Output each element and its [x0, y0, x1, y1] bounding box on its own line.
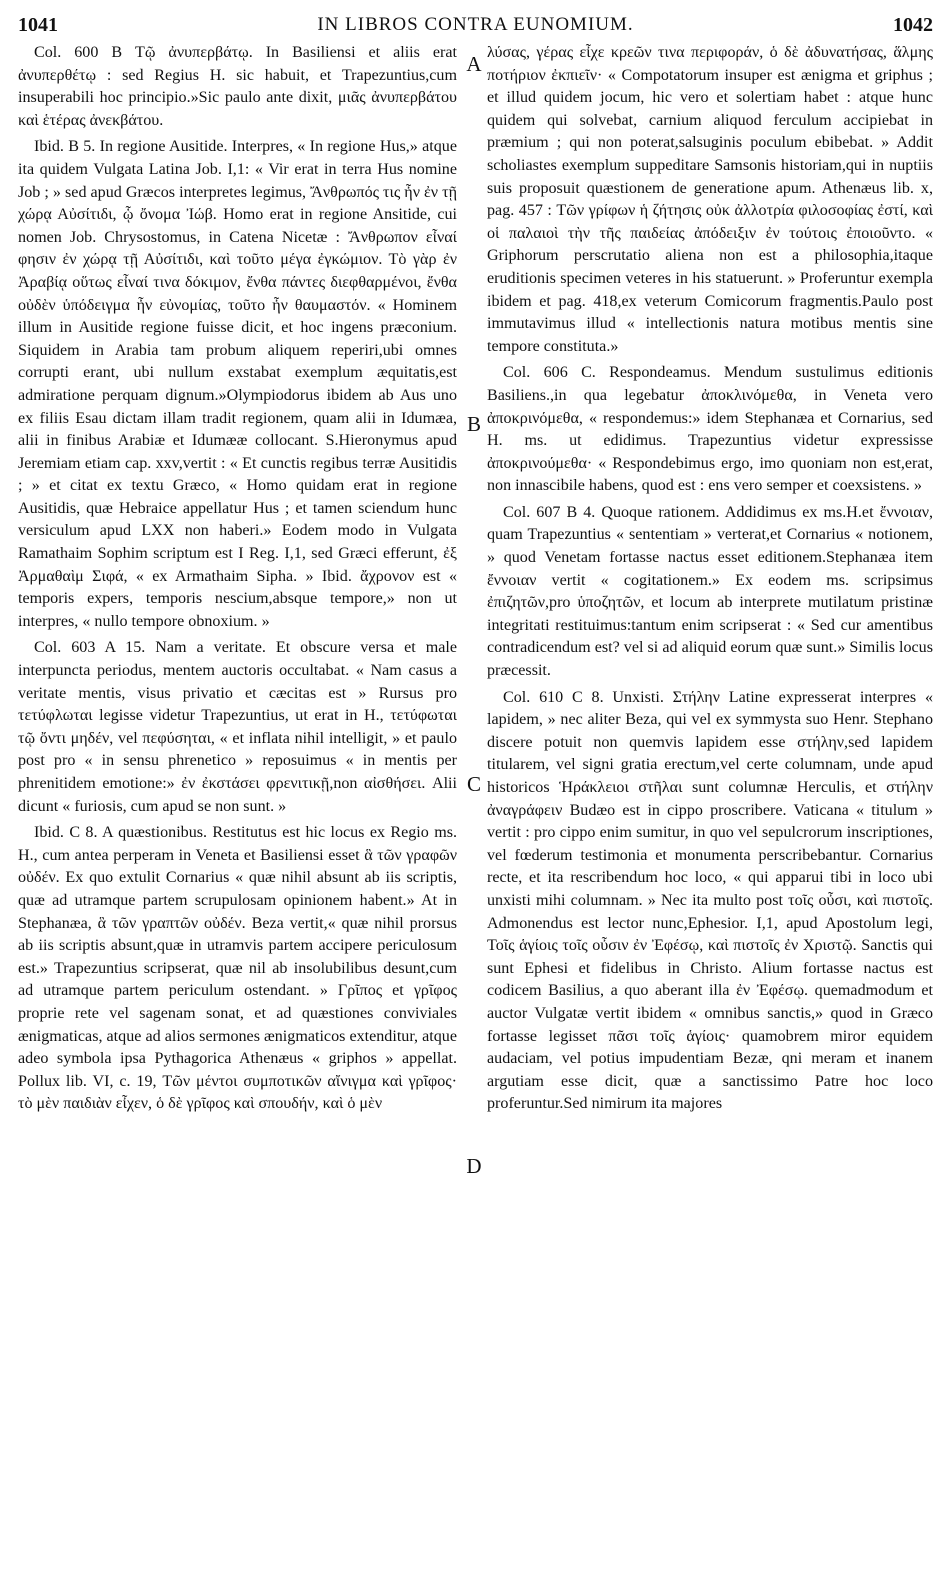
margin-marker-c: C	[466, 772, 481, 796]
left-paragraph-4: Ibid. C 8. A quæstionibus. Restitutus est hic locus ex Regio ms. H., cum antea perperam in Veneta et Basiliensi esset ἃ τῶν γραφῶν οὐδέν. Ex quo extulit Cornarius « quæ nihil absunt ab iis scriptis, quæ ad utramque partem scrupulosam opinionem habent.» At in Stephanæa, ἃ τῶν γραπτῶν οὐδέν. Beza vertit,« quæ nihil prorsus ab iis scriptis absunt,quæ in utramvis partem accipere periculosum est.» Trapezuntius scripserat, quæ nil ab insolubilibus desunt,cum ad utramque partem periculum ostendant. » Γρῖπος et γρῖφος proprie rete vel sagenam sonat, et ad quæstiones conviviales ænigmaticas, atque ad alios sermones ænigmaticos extenditur, atque adeo symbola ipsa Pythagorica Athenæus « griphos » appellat. Pollux lib. VI, c. 19, Τῶν μέντοι συμποτικῶν αἴνιγμα καὶ γρῖφος· τὸ μὲν παιδιὰν εἶχεν, ὁ δὲ γρῖφος καὶ σπουδήν, καὶ ὁ μὲν	[18, 824, 457, 1113]
right-paragraph-1: λύσας, γέρας εἶχε κρεῶν τινα περιφοράν, ὁ δὲ ἀδυνατήσας, ἅλμης ποτήριον ἐκπιεῖν· « Compotatorum insuper est ænigma et griphus ; et illud quidem jocum, hic vero et solertiam habet : atque hunc quidem qui solvebat, carnium aliquod ferculum accipiebat in præmium ; qui non poterat,salsuginis poculum ebibebat. » Addit scholiastes exemplum suppeditare Samsonis historiam,qui in nuptiis suis proposuit quæstionem de generatione apum. Athenæus lib. x, pag. 457 : Τῶν γρίφων ἡ ζήτησις οὐκ ἀλλοτρία φιλοσοφίας ἐστί, καὶ οἱ παλαιοὶ τὴν τῆς παιδείας ἀπόδειξιν ἐν τούτοις ἐποιοῦντο. « Griphorum perscrutatio aliena non est a philosophia,itaque eruditionis specimen veteres in his statuerunt. » Proferuntur exempla ibidem et pag. 418,ex veterum Comicorum fragmentis.Paulo post immutavimus illud « intellectionis natura motibus mentis sine tempore constituta.»	[487, 44, 933, 355]
margin-marker-b: B	[466, 412, 481, 436]
right-paragraph-2: Col. 606 C. Respondeamus. Mendum sustulimus editionis Basiliens.,in qua legebatur ἀποκλινόμεθα, in Veneta vero ἀποκρινόμεθα, « respondemus:» idem Stephanæa et Cornarius, sed H. ms. ut edidimus. Trapezuntius videtur expressisse ἀποκρινούμεθα· « Respondebimus ergo, imo quoniam non est,erat, non innascibile habens, quod est : ens vero semper et coexsistens. »	[487, 364, 933, 495]
right-paragraph-4: Col. 610 C 8. Unxisti. Στήλην Latine expresserat interpres « lapidem, » nec aliter Beza, qui vel ex symmysta suo Henr. Stephano discere potuit non quemvis lapidem esse στήλην,sed lapidem titularem, vel signi gratia erectum,vel certe columnam, unde apud historicos Ἡράκλειοι στῆλαι sunt columnæ Herculis, et στήλην ἀναγράφειν Budæo est in cippo proscribere. Vaticana « titulum » vertit : pro cippo enim sumitur, in quo vel sepulcrorum inscriptiones, vel fœderum testimonia et monumenta perscribebantur. Cornarius recte, et ita rescribendum hoc loco, « qui apparui tibi in loco ubi unxisti mihi columnam. » Nec ita multo post τοῖς οὖσι, καὶ πιστοῖς. Admonendus est lector nunc,Ephesior. I,1, apud Apostolum legi, Τοῖς ἁγίοις τοῖς οὖσιν ἐν Ἐφέσῳ, καὶ πιστοῖς ἐν Χριστῷ. Sanctis qui sunt Ephesi et fidelibus in Christo. Alium fortasse nactus est codicem Basilius, a quo aberant illa ἐν Ἐφέσῳ. quemadmodum et auctor Vulgatæ vertit ibidem « omnibus sanctis,» quod in Græco fortasse legisset πᾶσι τοῖς ἁγίοις· quamobrem miror equidem audaciam, vel potius impudentiam Bezæ, qni meram et inanem argutiam esse dicit, quæ a sanctissimo Patre hoc loco proferuntur.Sed nimirum ita majores	[487, 688, 933, 1113]
page-header	[18, 8, 933, 42]
margin-marker-a: A	[466, 52, 482, 76]
left-paragraph-3: Col. 603 A 15. Nam a veritate. Et obscure versa et male interpuncta periodus, mentem auctoris occultabat. « Nam casus a veritate mentis, visus privatio et cæcitas est » Rursus pro τετύφλωται legisse videtur Trapezuntius, ut erat in H., τετύφωται τῷ ὄντι μηδέν, vel πεφύσηται, « et inflata nihil intelligit, » et paulo post pro « in sensu phrenetico » reposuimus « in mentis per phrenitidem emotione:» ἐν ἐκστάσει φρενιτικῇ,non αἰσθήσει. Alii dicunt « furiosis, cum apud se non sunt. »	[18, 639, 457, 815]
right-column	[487, 42, 933, 1567]
left-paragraph-1: Col. 600 B Τῷ ἀνυπερβάτῳ. In Basiliensi et aliis erat ἀνυπερθέτῳ : sed Regius H. sic habuit, et Trapezuntius,cum insuperabili hoc principio.»Sic paulo ante dixit, μιᾶς ἀνυπερβάτου καὶ ἑτέρας ἀνεκβάτου.	[18, 44, 457, 129]
left-paragraph-2: Ibid. B 5. In regione Ausitide. Interpres, « In regione Hus,» atque ita quidem Vulgata Latina Job. I,1: « Vir erat in terra Hus nomine Job ; » sed apud Græcos interpretes legimus, Ἄνθρωπός τις ἦν ἐν τῇ χώρᾳ Αὐσίτιδι, ᾧ ὄνομα Ἰώβ. Homo erat in regione Ansitide, cui nomen Job. Chrysostomus, in Catena Nicetæ : Ἄνθρωπον εἶναί φησιν ἐν χώρᾳ τῇ Αὐσίτιδι, καὶ τοῦτο μέγα ἐγκώμιον. Τὸ γὰρ ἐν Ἀραβίᾳ οὕτως εἶναί τινα δόκιμον, ἔνθα πάντες διεφθαρμένοι, ἔνθα οὐδὲν ὑπόδειγμα ἦν εὐνομίας, τοῦτο ἦν θαυμαστόν. « Hominem illum in Ausitide regione fuisse dicit, et hoc ingens præconium. Siquidem in Arabia tam probum aliquem reperiri,ubi omnes corrupti erant, ubi nullum exstabat exemplum æquitatis,est admiratione perquam dignum.»Olympiodorus ibidem ab Aus uno ex filiis Esau dictam illam tradit regionem, quam alii in Idumæa, alii in finibus Arabiæ et Idumææ collocant. S.Hieronymus apud Jeremiam etiam cap. xxv,vertit : « Et cunctis regibus terræ Ausitidis ; » et citat ex textu Græco, « Homo quidam erat in regione Ausitidis, quæ Hebraice appellatur Hus ; et tamen sciendum hunc versiculum apud LXX non haberi.» Eodem modo in Vulgata Ramathaim Sophim scriptum est I Reg. I,1, sed Græci efferunt, ἐξ Ἀρμαθαὶμ Σιφά, « ex Armathaim Sipha. » Ibid. ἄχρονον est « temporis expers, temporis nescium,absque tempore,» non ut interpres, « nullo tempore obnoxium. »	[18, 138, 457, 630]
left-column	[18, 42, 457, 1567]
page-number-left: 1041	[18, 14, 58, 36]
margin-marker-d: D	[466, 1154, 482, 1178]
page-number-right: 1042	[893, 14, 933, 36]
right-paragraph-3: Col. 607 B 4. Quoque rationem. Addidimus ex ms.H.et ἔννοιαν, quam Trapezuntius « sententiam » verterat,et Cornarius « notionem, » quod Venetam fortasse nactus esset editionem.Stephanæa item ἔννοιαν vertit « cogitationem.» Ex eodem ms. scripsimus ἐπιζητῶν,pro ὑποζητῶν, et locum ab interprete mutilatum pristinæ integritati restituimus:tantum enim scripserat : « Sed cur amentibus contradicendum est? vel si ad aliquid eorum quæ sunt.» Similis locus præcessit.	[487, 503, 933, 680]
running-title: IN LIBROS CONTRA EUNOMIUM.	[317, 14, 634, 35]
